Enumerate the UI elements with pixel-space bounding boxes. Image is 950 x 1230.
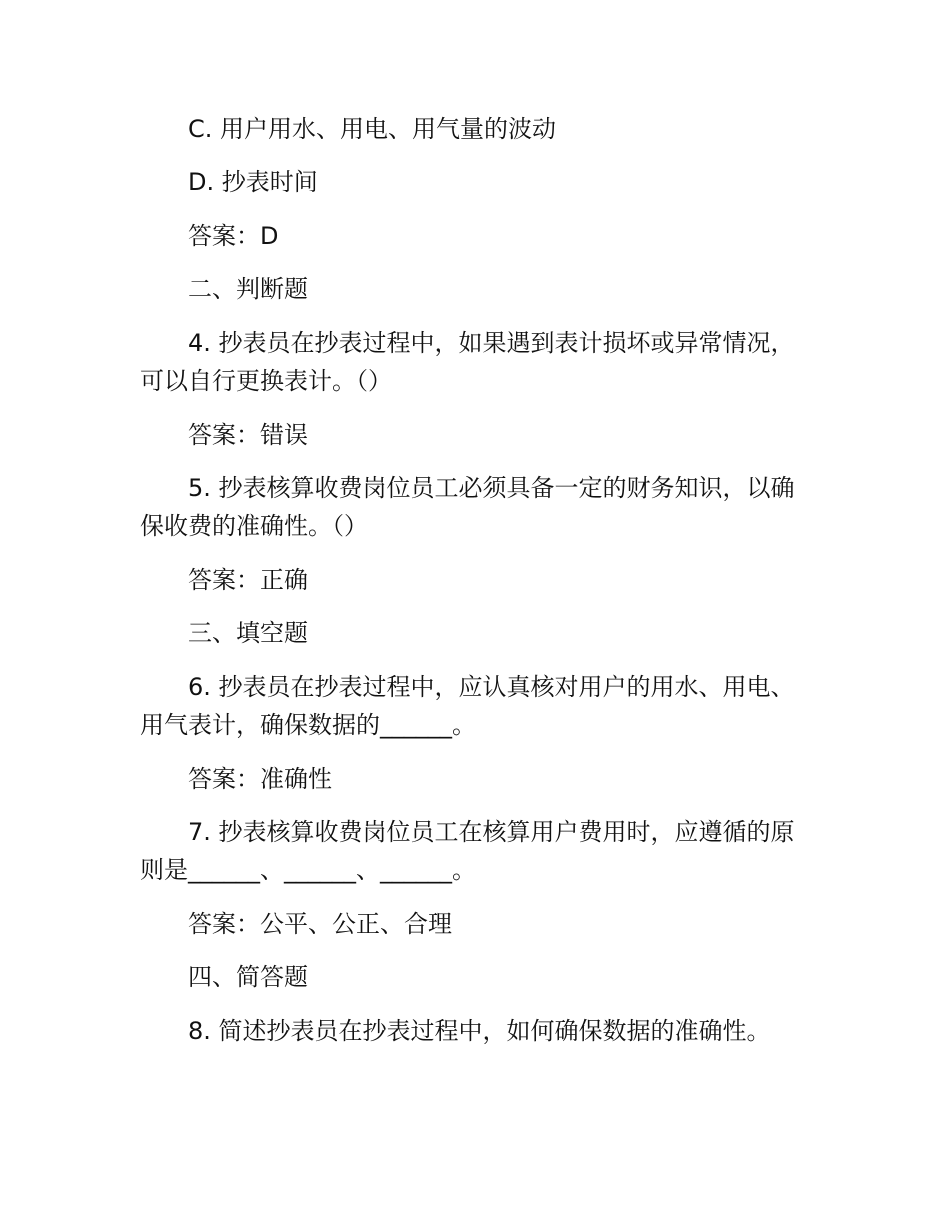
answer-text: 答案：准确性 xyxy=(188,765,332,793)
question-text: 可以自行更换表计。（） xyxy=(140,367,392,395)
section-heading: 二、判断题 xyxy=(188,275,308,303)
question-text: 保收费的准确性。（） xyxy=(140,512,368,540)
question-text: 则是______、______、______。 xyxy=(140,856,476,884)
answer-text: 答案：错误 xyxy=(188,421,308,449)
question-text: 7. 抄表核算收费岗位员工在核算用户费用时，应遵循的原 xyxy=(188,818,795,846)
section-heading: 四、简答题 xyxy=(188,963,308,991)
question-text: 6. 抄表员在抄表过程中，应认真核对用户的用水、用电、 xyxy=(188,673,795,701)
option-c-text: C. 用户用水、用电、用气量的波动 xyxy=(188,115,557,143)
option-d-text: D. 抄表时间 xyxy=(188,168,318,196)
answer-text: 答案：D xyxy=(188,222,279,250)
question-text: 用气表计，确保数据的______。 xyxy=(140,711,476,739)
answer-text: 答案：正确 xyxy=(188,566,308,594)
answer-text: 答案：公平、公正、合理 xyxy=(188,910,452,938)
question-text: 8. 简述抄表员在抄表过程中，如何确保数据的准确性。 xyxy=(188,1017,771,1045)
question-text: 4. 抄表员在抄表过程中，如果遇到表计损坏或异常情况， xyxy=(188,329,795,357)
question-text: 5. 抄表核算收费岗位员工必须具备一定的财务知识，以确 xyxy=(188,474,795,502)
section-heading: 三、填空题 xyxy=(188,619,308,647)
